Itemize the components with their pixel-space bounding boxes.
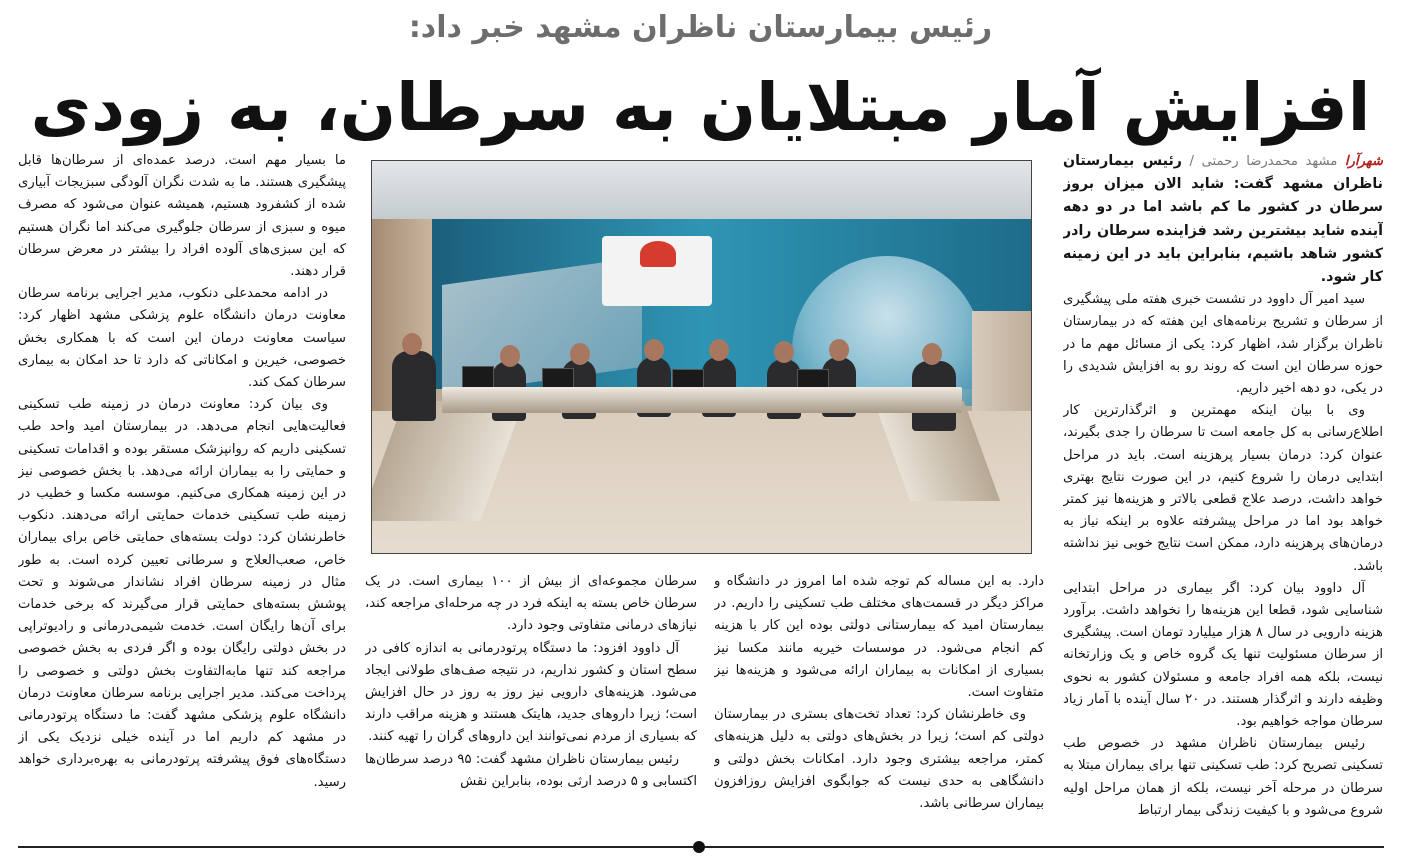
paragraph: وی خاطرنشان کرد: تعداد تخت‌های بستری در بیمارستان دولتی کم است؛ زیرا در بخش‌های دولتی به دلیل هزینه‌های کمتر، مراجعه بیشتری وجود دارد. امکانات بخش دولتی و دانشگاهی به حدی نیست که جوابگوی افزایش روزافزون بیماران سرطانی باشد. [714,707,1044,812]
meeting-photo [371,160,1032,554]
paragraph: سرطان مجموعه‌ای از بیش از ۱۰۰ بیماری است. در یک سرطان خاص بسته به اینکه فرد در چه مرحله‌ای مراجعه کند، نیازهای درمانی متفاوتی وجود دارد. [365,574,697,634]
paragraph: سید امیر آل داوود در نشست خبری هفته ملی پیشگیری از سرطان و تشریح برنامه‌های این هفته که در بیمارستان ناظران برگزار شد، اظهار کرد: یکی از مسائل مهم ما در حوزه سرطان این است که روند رو به افزایش شدیدی را در یکی، دو دهه اخیر داریم. [1063,292,1383,397]
paragraph: آل داوود افزود: ما دستگاه پرتودرمانی به اندازه کافی در سطح استان و کشور نداریم، در نتیجه صف‌های طولانی ایجاد می‌شود. هزینه‌های دارویی نیز روز به روز در حال افزایش است؛ زیرا داروهای جدید، هایتک هستند و هزینه مراقب دارند که بسیاری از مردم نمی‌توانند این داروهای گران را تهیه کنند. [365,640,697,745]
column-left [18,150,346,840]
paragraph: رئیس بیمارستان ناظران مشهد در خصوص طب تسکینی تصریح کرد: طب تسکینی تنها برای بیماران مبتلا به سرطان در مرحله آخر نیست، بلکه از همان مراحل اولیه شروع می‌شود و با کیفیت زندگی بیمار ارتباط [1063,736,1383,818]
column-mid-right [714,571,1044,839]
paragraph: آل داوود بیان کرد: اگر بیماری در مراحل ابتدایی شناسایی شود، قطعا این هزینه‌ها را نخواهد داشت. برآورد هزینه دارویی در سال ۸ هزار میلیارد تومان است. پیشگیری از سرطان مسئولیت تنها یک گروه خاص و یک وزارتخانه نیست، بلکه همه افراد جامعه و مسئولان کشور به نحوی وظیفه دارند و اثرگذار هستند. در ۲۰ سال آینده با آمار زیاد سرطان مواجه خواهیم بود. [1063,580,1383,730]
bottom-rule-dot [693,841,705,853]
agency-logo: شهرآرا [1344,154,1383,169]
lead-text: رئیس بیمارستان ناظران مشهد گفت: شاید الان میزان بروز سرطان در کشور ما کم باشد اما در دو دهه آینده شاید بیشترین رشد فزاینده سرطان رادر کشور شاهد باشیم، بنابراین باید در این زمینه کار شود. [1063,153,1383,286]
paragraph: وی بیان کرد: معاونت درمان در زمینه طب تسکینی فعالیت‌هایی انجام می‌دهد. در بیمارستان امید واحد طب تسکینی داریم که روانپزشک مستقر بوده و اقدامات تسکینی و حمایتی را به بیماران ارائه می‌دهد. با بخش خصوصی نیز در این زمینه همکاری می‌کنیم. موسسه مکسا و خطیب در زمینه طب تسکینی خدمات حمایتی ارائه می‌دهند. دنکوب خاطرنشان کرد: دولت بسته‌های حمایتی خاص برای بیماران خاص، صعب‌العلاج و سرطانی تعیین کرده است. به طور مثال در زمینه سرطان افراد نشاندار می‌شوند و تحت پوشش بسته‌های حمایتی قرار می‌گیرند که برخی خدمات برای آن‌ها رایگان است. خدمت شیمی‌درمانی و رادیوتراپی در بخش دولتی رایگان بوده و اگر فردی به بخش خصوصی مراجعه کند تنها مابه‌التفاوت بخش دولتی و خصوصی را پرداخت می‌کند. مدیر اجرایی برنامه سرطان معاونت درمان دانشگاه علوم پزشکی مشهد گفت: ما دستگاه پرتودرمانی در مشهد کم داریم اما در آینده خیلی نزدیک یکی از دستگاه‌های فوق پیشرفته پرتودرمانی به بهره‌برداری خواهد رسید. [18,397,346,790]
column-right [1063,150,1383,840]
paragraph: رئیس بیمارستان ناظران مشهد گفت: ۹۵ درصد سرطان‌ها اکتسابی و ۵ درصد ارثی بوده، بنابراین نقش [365,751,697,789]
column-mid-left [365,571,697,839]
kicker: رئیس بیمارستان ناظران مشهد خبر داد: [408,10,993,45]
paragraph: ما بسیار مهم است. درصد عمده‌ای از سرطان‌ها قابل پیشگیری هستند. ما به شدت نگران آلودگی سبزیجات آبیاری شده از کشفرود هستیم، همیشه عنوان می‌شود که مصرف میوه و سبزی از سرطان جلوگیری می‌کند اما نگران هستیم که این سبزی‌های آلوده افراد را بیشتر در معرض سرطان قرار دهند. [18,153,346,280]
paragraph: وی با بیان اینکه مهمترین و اثرگذارترین کار اطلاع‌رسانی به کل جامعه است تا سرطان را جدی بگیرند، عنوان کرد: درمان بسیار پرهزینه است. باید در مراحل ابتدایی درمان را شروع کنیم، در این صورت نتایج بهتری خواهد داشت، درصد علاج قطعی بالاتر و هزینه‌ها نیز کمتر خواهد بود اما در مراحل پیشرفته علاوه بر اینکه نیاز به درمان‌های پرهزینه دارد، ممکن است نتایج خوبی نیز نداشته باشد. [1063,403,1383,574]
headline: افزایش آمار مبتلایان به سرطان، به زودی [30,69,1371,146]
lead-paragraph [1063,150,1383,289]
byline: مشهد محمدرضا رحمتی / [1189,154,1338,169]
paragraph: در ادامه محمدعلی دنکوب، مدیر اجرایی برنامه سرطان معاونت درمان دانشگاه علوم پزشکی مشهد اظهار کرد: سیاست معاونت درمان این است که با همکاری بخش خصوصی، خیرین و امکاناتی که دارد تا حد امکان به بیماری سرطان کمک کند. [18,286,346,391]
paragraph: دارد. به این مساله کم توجه شده اما امروز در دانشگاه و مراکز دیگر در قسمت‌های مختلف طب تسکینی را داریم. در بیمارستان امید که بیمارستانی دولتی بوده این کار با هزینه کم انجام می‌شود. در موسسات خیریه مانند مکسا نیز بسیاری از امکانات به بیماران ارائه می‌شود و هزینه‌ها نیز متفاوت است. [714,574,1044,701]
